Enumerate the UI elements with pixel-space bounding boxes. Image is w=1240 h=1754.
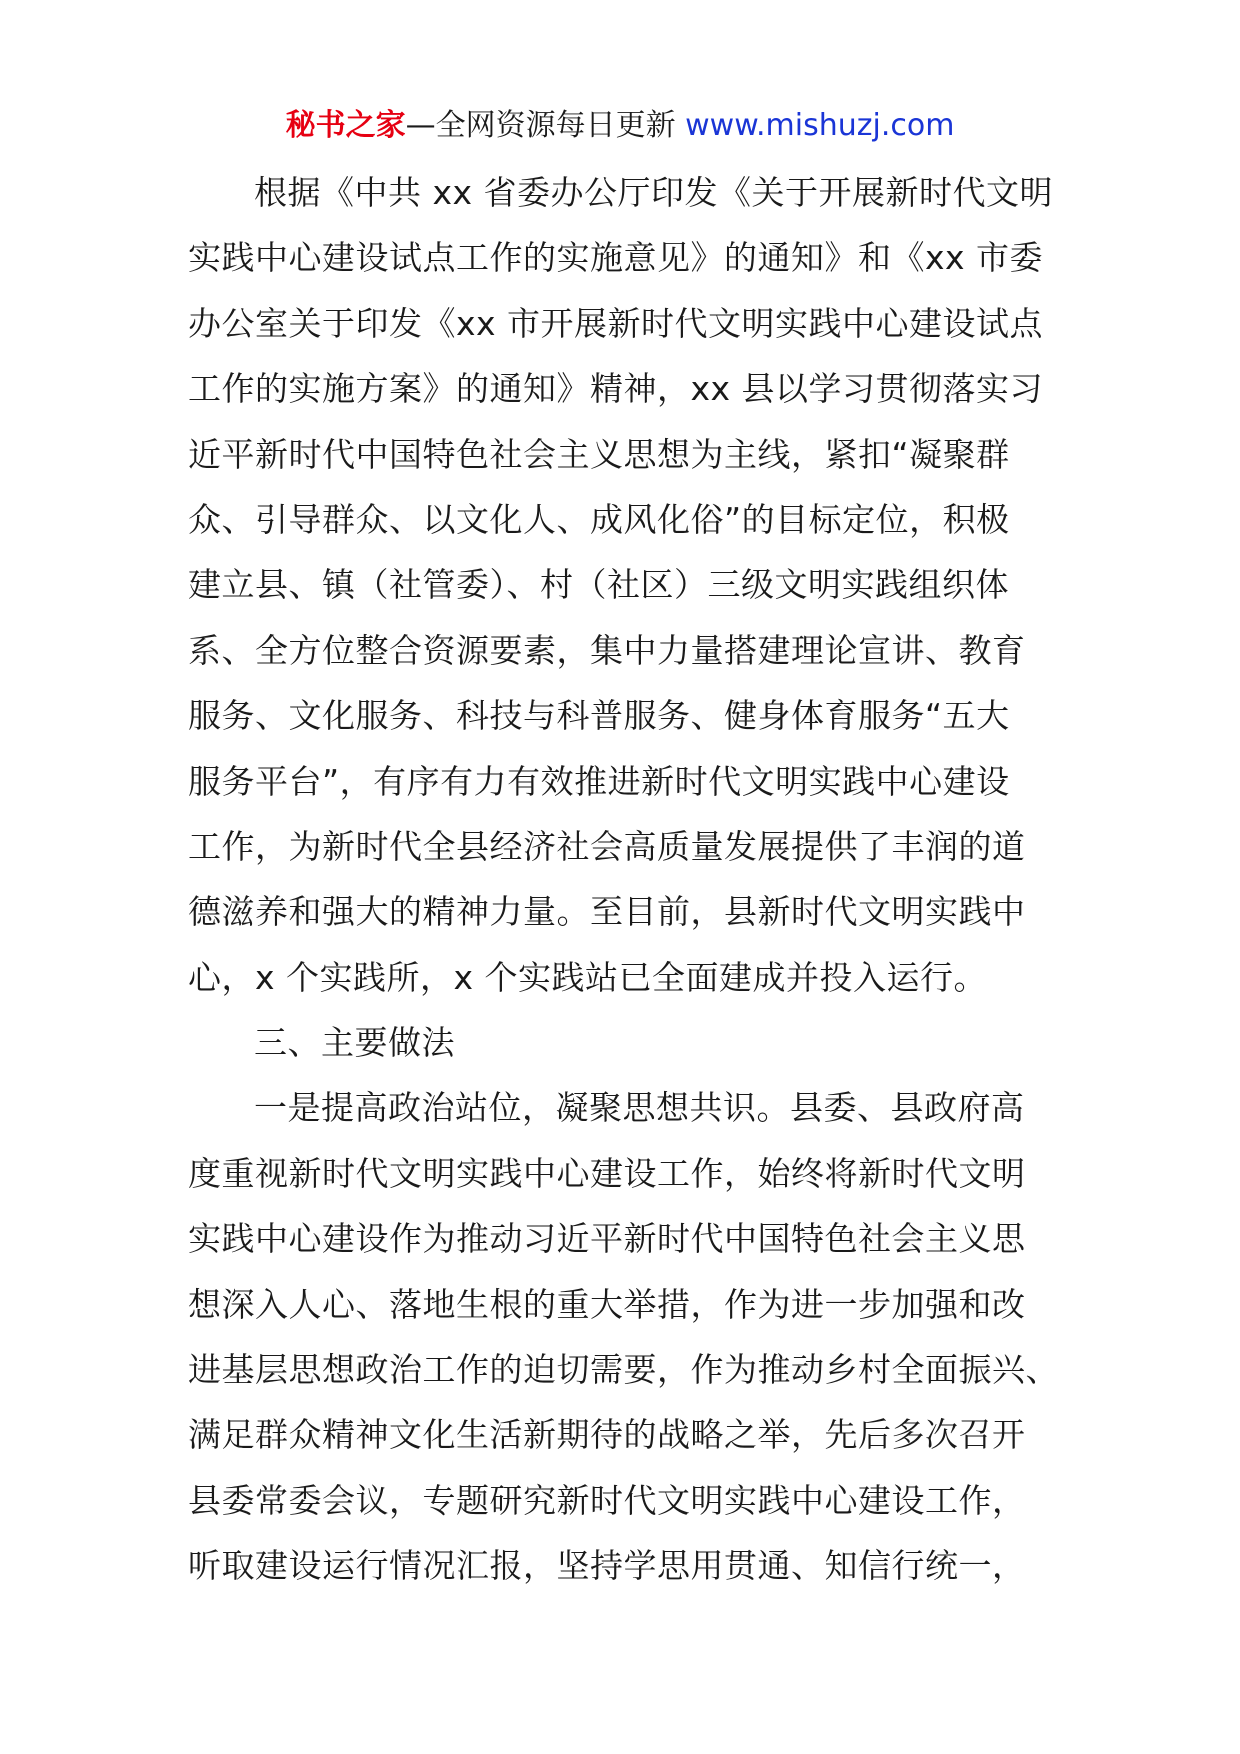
paragraph-line: 工作的实施方案》的通知》精神，xx 县以学习贯彻落实习 (188, 369, 1044, 409)
section-heading: 三、主要做法 (254, 1023, 455, 1063)
paragraph-line: 服务平台”，有序有力有效推进新时代文明实践中心建设 (188, 761, 1010, 801)
paragraph-line: 心，x 个实践所，x 个实践站已全面建成并投入运行。 (188, 957, 988, 997)
paragraph-line: 县委常委会议，专题研究新时代文明实践中心建设工作， (188, 1480, 1026, 1520)
site-url-link[interactable]: www.mishuzj.com (685, 108, 955, 143)
paragraph-line: 近平新时代中国特色社会主义思想为主线，紧扣“凝聚群 (188, 434, 1010, 474)
paragraph-line: 服务、文化服务、科技与科普服务、健身体育服务“五大 (188, 696, 1010, 736)
paragraph-line: 进基层思想政治工作的迫切需要，作为推动乡村全面振兴、 (188, 1350, 1059, 1390)
site-tagline: —全网资源每日更新 (405, 108, 686, 143)
paragraph-line: 想深入人心、落地生根的重大举措，作为进一步加强和改 (188, 1284, 1026, 1324)
paragraph-line: 众、引导群众、以文化人、成风化俗”的目标定位，积极 (188, 499, 1010, 539)
paragraph-line: 实践中心建设作为推动习近平新时代中国特色社会主义思 (188, 1219, 1026, 1259)
paragraph-line: 办公室关于印发《xx 市开展新时代文明实践中心建设试点 (188, 303, 1044, 343)
paragraph-line: 德滋养和强大的精神力量。至目前，县新时代文明实践中 (188, 892, 1026, 932)
paragraph-line: 建立县、镇（社管委）、村（社区）三级文明实践组织体 (188, 565, 1009, 605)
paragraph-line: 根据《中共 xx 省委办公厅印发《关于开展新时代文明 (254, 173, 1054, 212)
site-brand: 秘书之家 (285, 108, 406, 143)
document-body (188, 160, 1068, 1599)
site-header (0, 104, 1240, 148)
paragraph-line: 听取建设运行情况汇报，坚持学思用贯通、知信行统一， (188, 1546, 1026, 1586)
paragraph-line: 度重视新时代文明实践中心建设工作，始终将新时代文明 (188, 1153, 1026, 1193)
paragraph-line: 系、全方位整合资源要素，集中力量搭建理论宣讲、教育 (188, 630, 1026, 670)
paragraph-line: 工作，为新时代全县经济社会高质量发展提供了丰润的道 (188, 826, 1026, 866)
paragraph-line: 满足群众精神文化生活新期待的战略之举，先后多次召开 (188, 1415, 1026, 1455)
paragraph-line: 实践中心建设试点工作的实施意见》的通知》和《xx 市委 (188, 238, 1044, 278)
paragraph-line: 一是提高政治站位，凝聚思想共识。县委、县政府高 (254, 1088, 1025, 1128)
